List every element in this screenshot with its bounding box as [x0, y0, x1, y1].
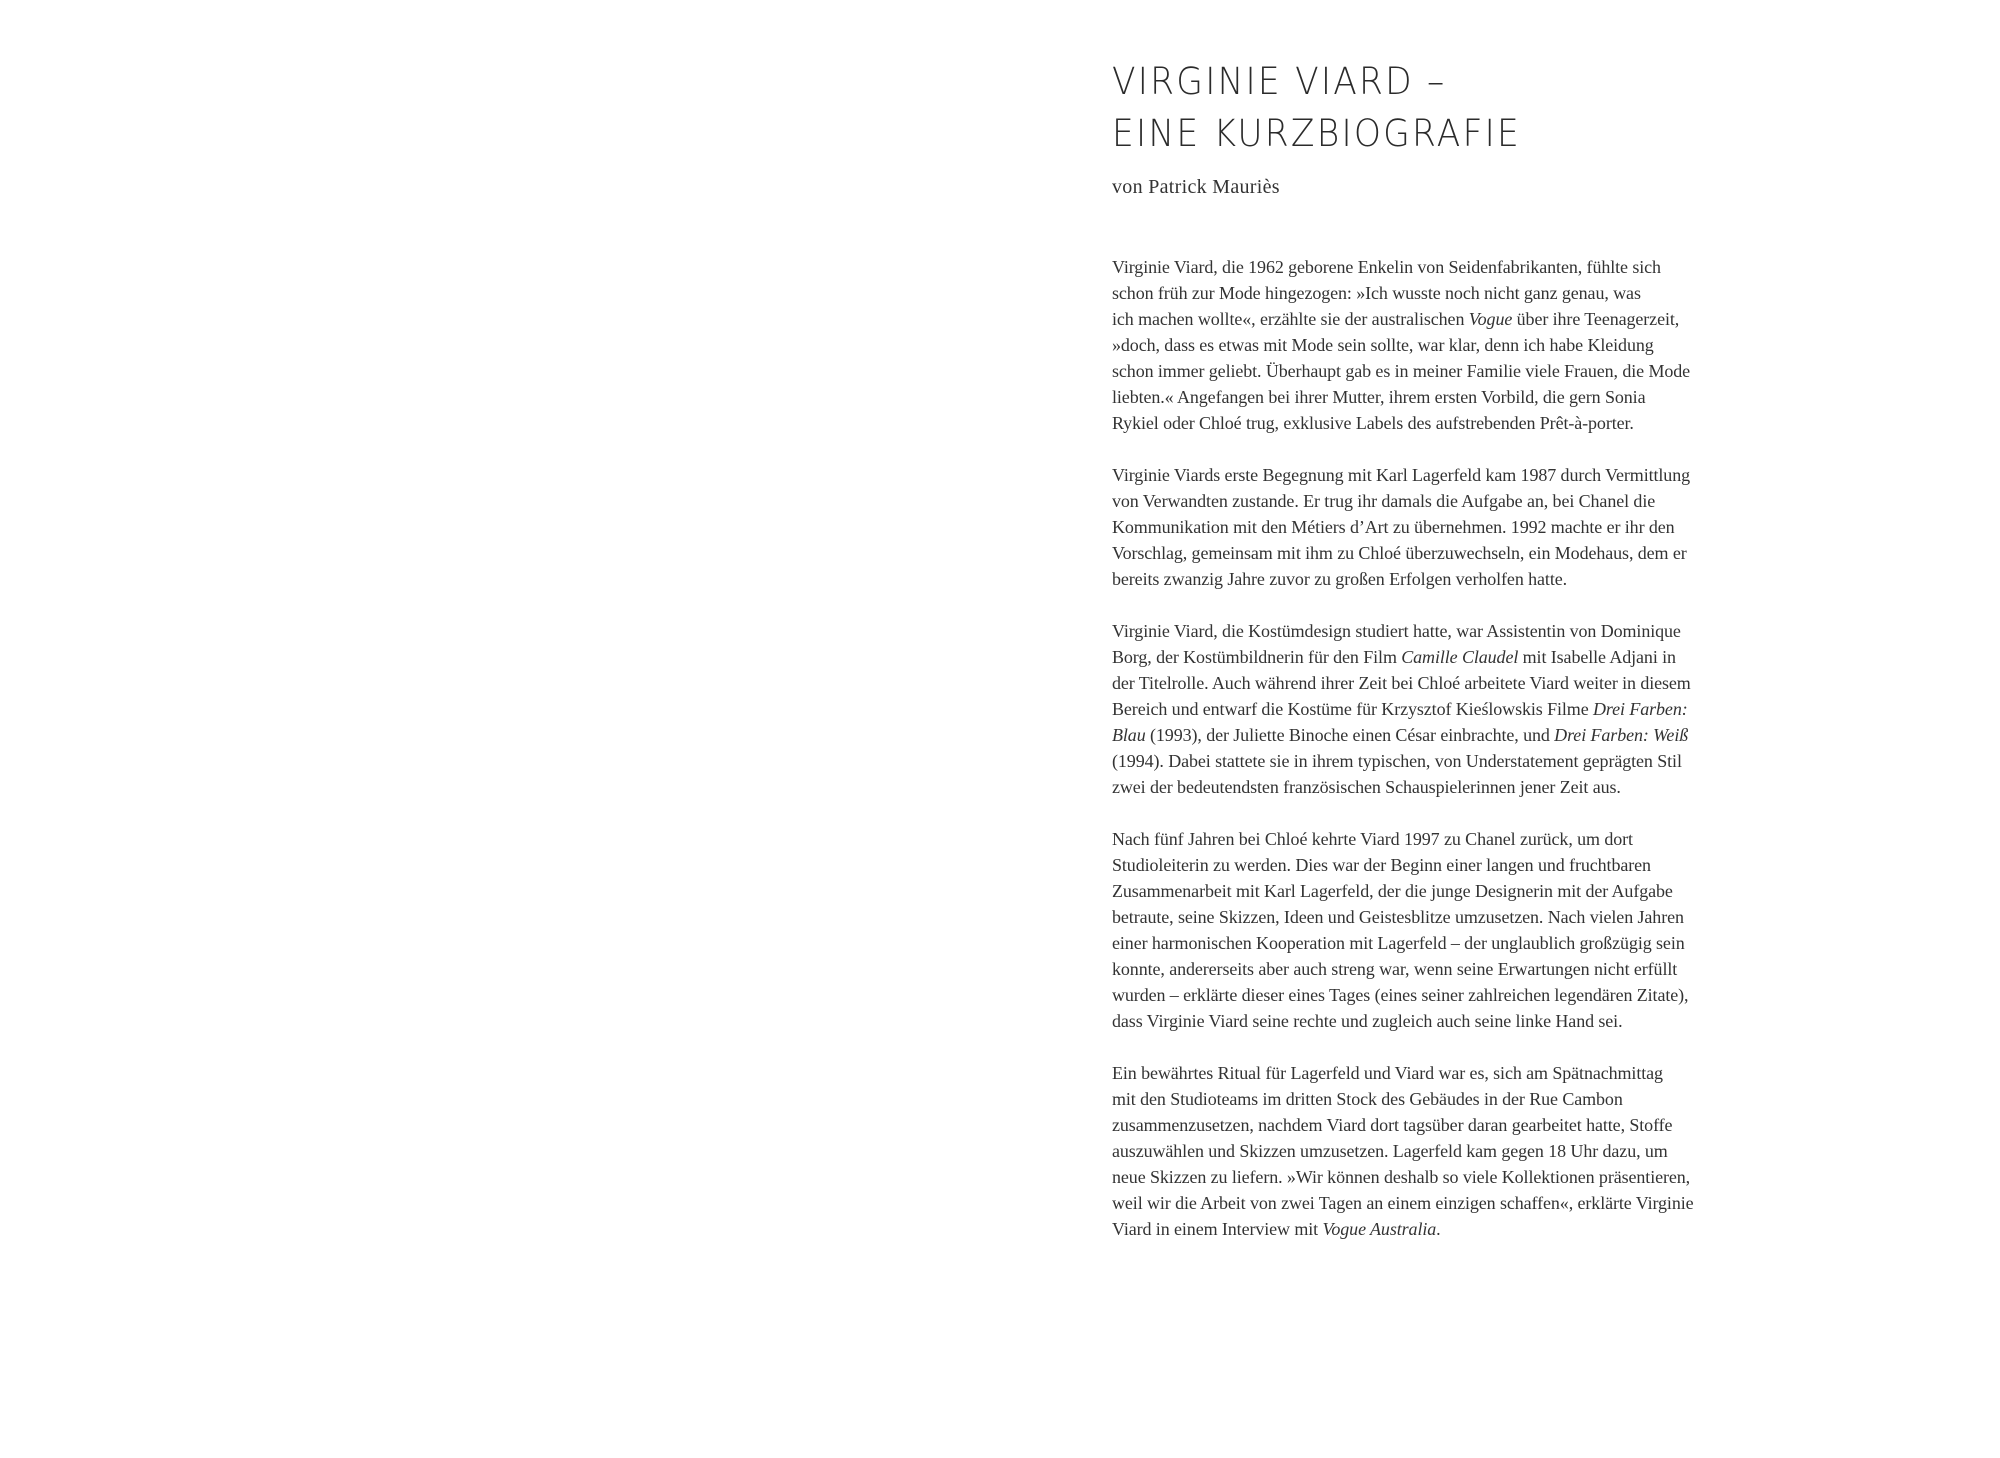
text-segment: mit den Studioteams im dritten Stock des Gebäudes in der Rue Cambon	[1112, 1089, 1623, 1109]
text-segment: Virginie Viard, die 1962 geborene Enkelin von Seidenfabrikanten, fühlte sich	[1112, 257, 1661, 277]
text-segment: dass Virginie Viard seine rechte und zugleich auch seine linke Hand sei.	[1112, 1011, 1623, 1031]
text-line	[1112, 566, 1752, 592]
italic-title: Vogue	[1468, 309, 1513, 329]
text-segment: Zusammenarbeit mit Karl Lagerfeld, der die junge Designerin mit der Aufgabe	[1112, 881, 1673, 901]
text-segment: Virginie Viards erste Begegnung mit Karl Lagerfeld kam 1987 durch Vermittlung	[1112, 465, 1691, 485]
text-segment: »doch, dass es etwas mit Mode sein sollte, war klar, denn ich habe Kleidung	[1112, 335, 1654, 355]
italic-title: Vogue Australia	[1322, 1219, 1437, 1239]
text-segment: weil wir die Arbeit von zwei Tagen an einem einzigen schaffen«, erklärte Virginie	[1112, 1193, 1694, 1213]
text-line	[1112, 1008, 1752, 1034]
text-line	[1112, 852, 1752, 878]
text-line	[1112, 1060, 1752, 1086]
text-segment: Studioleiterin zu werden. Dies war der Beginn einer langen und fruchtbaren	[1112, 855, 1651, 875]
text-segment: Virginie Viard, die Kostümdesign studiert hatte, war Assistentin von Dominique	[1112, 621, 1681, 641]
text-line	[1112, 410, 1752, 436]
paragraph-3	[1112, 618, 1752, 800]
paragraph-4	[1112, 826, 1752, 1034]
text-line	[1112, 956, 1752, 982]
text-line	[1112, 514, 1752, 540]
text-line	[1112, 670, 1752, 696]
text-segment: Vorschlag, gemeinsam mit ihm zu Chloé überzuwechseln, ein Modehaus, dem er	[1112, 543, 1687, 563]
text-segment: auszuwählen und Skizzen umzusetzen. Lagerfeld kam gegen 18 Uhr dazu, um	[1112, 1141, 1668, 1161]
text-line	[1112, 930, 1752, 956]
text-segment: über ihre Teenagerzeit,	[1512, 309, 1680, 329]
text-line	[1112, 280, 1752, 306]
text-line	[1112, 462, 1752, 488]
text-line	[1112, 384, 1752, 410]
text-segment: zusammenzusetzen, nachdem Viard dort tagsüber daran gearbeitet hatte, Stoffe	[1112, 1115, 1673, 1135]
text-segment: mit Isabelle Adjani in	[1518, 647, 1676, 667]
text-segment: Bereich und entwarf die Kostüme für Krzysztof Kieślowskis Filme	[1112, 699, 1593, 719]
text-segment: Kommunikation mit den Métiers d’Art zu übernehmen. 1992 machte er ihr den	[1112, 517, 1675, 537]
text-segment: konnte, andererseits aber auch streng war, wenn seine Erwartungen nicht erfüllt	[1112, 959, 1678, 979]
text-line	[1112, 748, 1752, 774]
text-segment: von Verwandten zustande. Er trug ihr damals die Aufgabe an, bei Chanel die	[1112, 491, 1656, 511]
article-body	[1112, 254, 1752, 1268]
text-segment: Nach fünf Jahren bei Chloé kehrte Viard 1997 zu Chanel zurück, um dort	[1112, 829, 1633, 849]
text-line	[1112, 332, 1752, 358]
text-segment: bereits zwanzig Jahre zuvor zu großen Erfolgen verholfen hatte.	[1112, 569, 1568, 589]
text-line	[1112, 722, 1752, 748]
text-segment: liebten.« Angefangen bei ihrer Mutter, ihrem ersten Vorbild, die gern Sonia	[1112, 387, 1646, 407]
text-line	[1112, 1164, 1752, 1190]
right-page	[1000, 0, 2000, 1458]
text-line	[1112, 826, 1752, 852]
text-line	[1112, 1190, 1752, 1216]
text-segment: Borg, der Kostümbildnerin für den Film	[1112, 647, 1402, 667]
text-line	[1112, 1086, 1752, 1112]
text-segment: einer harmonischen Kooperation mit Lagerfeld – der unglaublich großzügig sein	[1112, 933, 1685, 953]
text-segment: betraute, seine Skizzen, Ideen und Geistesblitze umzusetzen. Nach vielen Jahren	[1112, 907, 1684, 927]
text-segment: zwei der bedeutendsten französischen Schauspielerinnen jener Zeit aus.	[1112, 777, 1621, 797]
text-line	[1112, 774, 1752, 800]
italic-title: Camille Claudel	[1401, 647, 1519, 667]
text-line	[1112, 1112, 1752, 1138]
text-line	[1112, 982, 1752, 1008]
text-line	[1112, 904, 1752, 930]
text-line	[1112, 540, 1752, 566]
text-segment: (1993), der Juliette Binoche einen César einbrachte, und	[1145, 725, 1555, 745]
text-line	[1112, 254, 1752, 280]
text-line	[1112, 618, 1752, 644]
text-line	[1112, 696, 1752, 722]
text-line	[1112, 878, 1752, 904]
chapter-title-line-1: VIRGINIE VIARD –	[1112, 60, 1447, 103]
text-segment: Rykiel oder Chloé trug, exklusive Labels des aufstrebenden Prêt-à-porter.	[1112, 413, 1634, 433]
chapter-title-line-2: EINE KURZBIOGRAFIE	[1112, 112, 1521, 155]
text-segment: Viard in einem Interview mit	[1112, 1219, 1323, 1239]
paragraph-5	[1112, 1060, 1752, 1242]
text-segment: schon früh zur Mode hingezogen: »Ich wusste noch nicht ganz genau, was	[1112, 283, 1641, 303]
text-line	[1112, 644, 1752, 670]
text-segment: der Titelrolle. Auch während ihrer Zeit bei Chloé arbeitete Viard weiter in diesem	[1112, 673, 1691, 693]
text-line	[1112, 358, 1752, 384]
author-byline: von Patrick Mauriès	[1112, 176, 1280, 198]
text-line	[1112, 1138, 1752, 1164]
text-segment: schon immer geliebt. Überhaupt gab es in meiner Familie viele Frauen, die Mode	[1112, 361, 1691, 381]
chapter-title	[1112, 56, 1812, 160]
paragraph-1	[1112, 254, 1752, 436]
text-segment: .	[1436, 1219, 1441, 1239]
text-line	[1112, 306, 1752, 332]
text-line	[1112, 1216, 1752, 1242]
text-segment: (1994). Dabei stattete sie in ihrem typischen, von Understatement geprägten Stil	[1112, 751, 1682, 771]
italic-title: Blau	[1112, 725, 1146, 745]
text-line	[1112, 488, 1752, 514]
italic-title: Drei Farben:	[1593, 699, 1688, 719]
text-segment: neue Skizzen zu liefern. »Wir können deshalb so viele Kollektionen präsentieren,	[1112, 1167, 1691, 1187]
text-segment: Ein bewährtes Ritual für Lagerfeld und Viard war es, sich am Spätnachmittag	[1112, 1063, 1663, 1083]
paragraph-2	[1112, 462, 1752, 592]
italic-title: Drei Farben: Weiß	[1554, 725, 1689, 745]
text-segment: wurden – erklärte dieser eines Tages (eines seiner zahlreichen legendären Zitate),	[1112, 985, 1689, 1005]
text-segment: ich machen wollte«, erzählte sie der australischen	[1112, 309, 1469, 329]
